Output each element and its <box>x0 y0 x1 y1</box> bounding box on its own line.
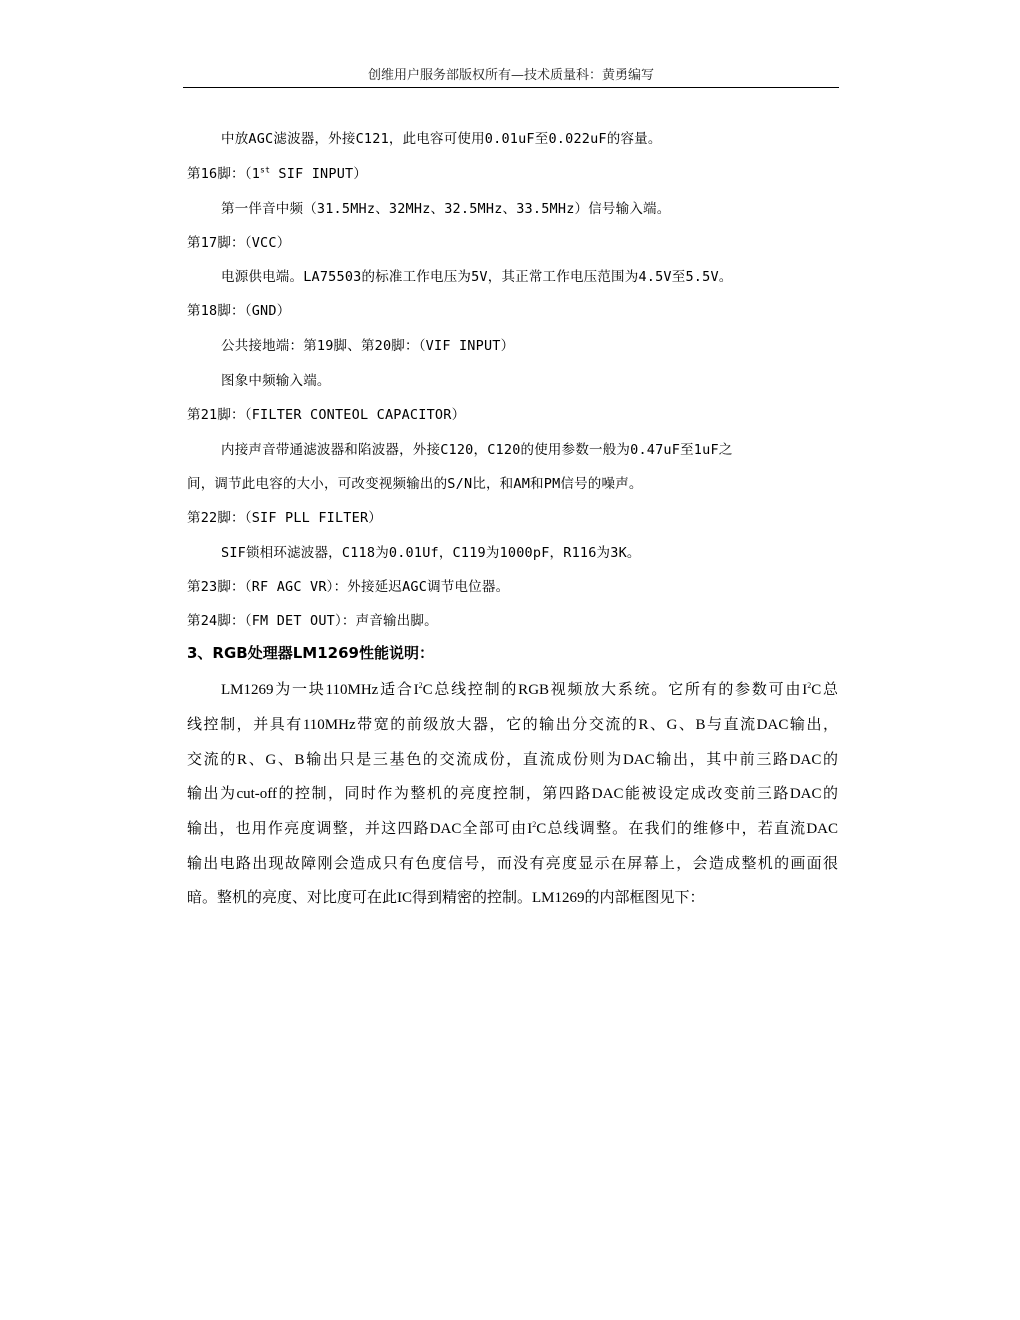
pin17-title: 第17脚：（VCC） <box>187 235 291 251</box>
pin17-description: 电源供电端。LA75503的标准工作电压为5V，其正常工作电压范围为4.5V至5.5V。 <box>221 269 733 285</box>
paragraph-line-6: 输出电路出现故障刚会造成只有色度信号，而没有亮度显示在屏幕上，会造成整机的画面很 <box>187 856 838 872</box>
paragraph-line-5 <box>187 817 838 838</box>
p5-pre: 输出，也用作亮度调整，并这四路DAC全部可由I <box>187 821 533 837</box>
p1-post: C总线控制的RGB视频放大系统。它所有的参数可由I <box>422 682 808 698</box>
pin21-description-2: 间，调节此电容的大小，可改变视频输出的S/N比，和AM和PM信号的噪声。 <box>187 476 643 492</box>
section-heading: 3、RGB处理器LM1269性能说明： <box>187 644 434 662</box>
pin16-description: 第一伴音中频（31.5MHz、32MHz、32.5MHz、33.5MHz）信号输入端。 <box>221 201 671 217</box>
p5-sup: 2 <box>532 820 537 829</box>
pin22-title: 第22脚：（SIF PLL FILTER） <box>187 510 382 526</box>
pin18-title: 第18脚：（GND） <box>187 303 291 319</box>
pin21-description-1: 内接声音带通滤波器和陷波器，外接C120，C120的使用参数一般为0.47uF至1uF之 <box>221 442 733 458</box>
pin15-description: 中放AGC滤波器，外接C121，此电容可使用0.01uF至0.022uF的容量。 <box>221 131 662 147</box>
p1-sup2: 2 <box>807 681 812 690</box>
p1-pre: LM1269为一块110MHz适合I <box>221 682 419 698</box>
pin18-description: 公共接地端：第19脚、第20脚：（VIF INPUT） <box>221 338 515 354</box>
pin20-description: 图象中频输入端。 <box>221 373 331 389</box>
p1-sup: 2 <box>418 681 423 690</box>
paragraph-line-7: 暗。整机的亮度、对比度可在此IC得到精密的控制。LM1269的内部框图见下： <box>187 890 705 906</box>
paragraph-line-3: 交流的R、G、B输出只是三基色的交流成份，直流成份则为DAC输出，其中前三路DAC的 <box>187 752 838 768</box>
paragraph-line-4: 输出为cut-off的控制，同时作为整机的亮度控制，第四路DAC能被设定成改变前三路DAC的 <box>187 786 838 802</box>
pin16-title-sup: st <box>260 165 271 175</box>
p1-end: C总 <box>811 682 838 698</box>
p5-post: C总线调整。在我们的维修中，若直流DAC <box>536 821 838 837</box>
page-header: 创维用户服务部版权所有—技术质量科：黄勇编写 <box>367 68 654 83</box>
pin16-title-post: SIF INPUT） <box>270 166 368 182</box>
pin21-title: 第21脚：（FILTER CONTEOL CAPACITOR） <box>187 407 466 423</box>
paragraph-line-2: 线控制，并具有110MHz带宽的前级放大器，它的输出分交流的R、G、B与直流DAC输出， <box>187 717 838 733</box>
pin22-description: SIF锁相环滤波器，C118为0.01Uf，C119为1000pF，R116为3K。 <box>221 545 641 561</box>
pin16-title-pre: 第16脚：（1 <box>187 166 261 182</box>
pin16-title <box>187 162 367 182</box>
pin24-line: 第24脚：（FM DET OUT）：声音输出脚。 <box>187 613 438 629</box>
pin23-line: 第23脚：（RF AGC VR）：外接延迟AGC调节电位器。 <box>187 579 510 595</box>
header-rule <box>183 87 839 88</box>
paragraph-line-1 <box>221 678 838 699</box>
